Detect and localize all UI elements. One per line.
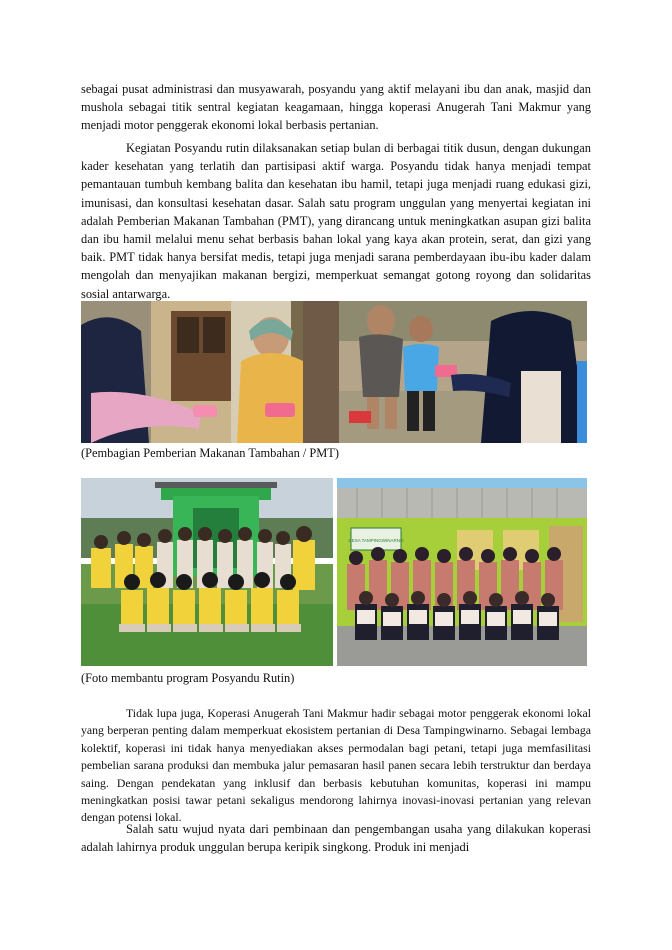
- posyandu-photo-caption: (Foto membantu program Posyandu Rutin): [81, 671, 295, 685]
- paragraph-2: Kegiatan Posyandu rutin dilaksanakan setiap bulan di berbagai titik dusun, dengan dukungan kader kesehatan yang terlatih dan partisipasi aktif warga. Posyandu tidak hanya menjadi tempat pemantauan tumbuh kembang balita dan kesehatan ibu hamil, tetapi juga menjadi ruang edukasi gizi, imunisasi, dan konsultasi kesehatan dasar. Salah satu program unggulan yang menyertai kegiatan ini adalah Pemberian Makanan Tambahan (PMT), yang dirancang untuk meningkatkan asupan gizi balita dan ibu hamil melalui menu sehat berbasis bahan lokal yang kaya akan protein, serat, dan gizi yang baik. PMT tidak hanya bersifat medis, tetapi juga menjadi sarana pemberdayaan ibu-ibu kader dalam mengolah dan menyajikan makanan bergizi, memperkuat semangat gotong royong dan solidaritas sosial antarwarga.: [81, 141, 591, 301]
- building-sign-text: DESA TAMPINGWINARNO: [348, 538, 404, 543]
- paragraph-3: Tidak lupa juga, Koperasi Anugerah Tani Makmur hadir sebagai motor penggerak ekonomi lokal yang berperan penting dalam memperkuat ekosistem pertanian di Desa Tampingwinarno. Sebagai lembaga kolektif, koperasi ini tidak hanya menyediakan akses permodalan bagi petani, tetapi juga memfasilitasi pembelian sarana produksi dan membuka jalur pemasaran hasil panen secara lebih terstruktur dan berdaya saing. Dengan pendekatan yang inklusif dan berbasis kebutuhan komunitas, koperasi ini mampu meningkatkan posisi tawar petani sekaligus mendorong lahirnya inovasi-inovasi pertanian yang relevan dengan potensi lokal.: [81, 706, 591, 825]
- pmt-photo: [81, 301, 587, 443]
- posyandu-group-photo-left: [81, 478, 333, 666]
- paragraph-1: sebagai pusat administrasi dan musyawarah, posyandu yang aktif melayani ibu dan anak, masjid dan mushola sebagai titik sentral kegiatan keagamaan, hingga koperasi Anugerah Tani Makmur yang menjadi motor penggerak ekonomi lokal berbasis pertanian.: [81, 82, 591, 133]
- paragraph-4: Salah satu wujud nyata dari pembinaan dan pengembangan usaha yang dilakukan koperasi adalah lahirnya produk unggulan berupa keripik singkong. Produk ini menjadi: [81, 822, 591, 855]
- pmt-photo-caption: (Pembagian Pemberian Makanan Tambahan / PMT): [81, 446, 340, 460]
- posyandu-group-photo-right: [337, 478, 587, 666]
